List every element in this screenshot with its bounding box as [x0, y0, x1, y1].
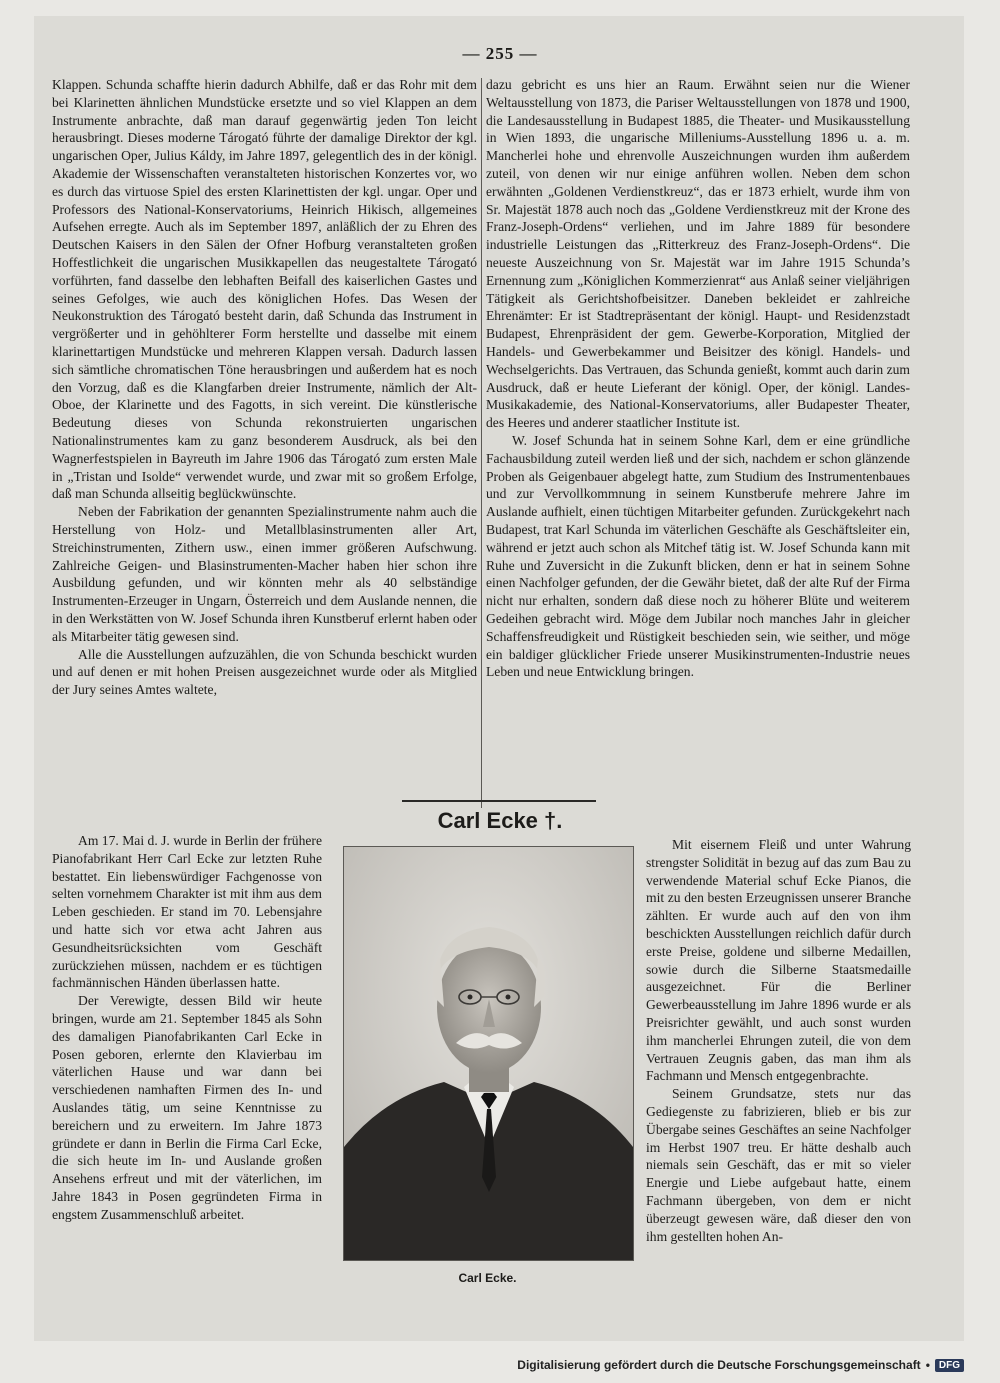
obituary-right-column — [646, 836, 911, 1245]
paragraph: dazu gebricht es uns hier an Raum. Erwähnt seien nur die Wiener Weltausstellung von 1873, die Pariser Weltausstellungen von 1878 und 1900, die Landesausstellung in Budapest 1885, die Theater- und Musikausstellung in Wien 1893, die ungarische Milleniums-Ausstellung 1896 u. a. m. Mancherlei hohe und ehrenvolle Auszeichnungen wurden ihm außerdem zuteil, von denen wir nur einige anführen wollen. Neben dem schon erwähnten „Goldenen Verdienstkreuz“, das er 1873 erhielt, wurde ihm von Sr. Majestät 1878 auch noch das „Goldene Verdienstkreuz mit der Krone des Franz-Joseph-Ordens“ verliehen, und im Jahre 1889 für besondere industrielle Leistungen das „Ritterkreuz des Franz-Joseph-Ordens“. Die neueste Auszeichnung von Sr. Majestät war im Jahre 1915 Schunda’s Ernennung zum „Königlichen Kommerzienrat“ aus Anlaß seiner vieljährigen Tätigkeit als Gerichtshofbeisitzer. Daneben bekleidet er zahlreiche Ehrenämter: Er ist Stadtrepräsentant der königl. Haupt- und Residenzstadt Budapest, Ehrenpräsident der gem. Gewerbe-Korporation, Mitglied der Handels- und Gewerbekammer und Beisitzer des königl. Handels- und Wechselgerichts. Das Vertrauen, das Schunda genießt, kommt auch darin zum Ausdruck, daß er heute Lieferant der königl. Oper, der königl. Landes-Musikakademie, des National-Konservatoriums, aller Budapester Theater, des Heeres und anderer staatlicher Institute ist. — [486, 77, 910, 431]
paragraph: Neben der Fabrikation der genannten Spezialinstrumente nahm auch die Herstellung von Holz- und Metallblasinstrumenten aller Art, Streichinstrumenten, Zithern usw., einen immer größeren Aufschwung. Zahlreiche Geigen- und Blasinstrumenten-Macher haben hier schon ihre Ausbildung gefunden, und wir könnten mehr als 40 selbständige Instrumenten-Erzeuger in Ungarn, Österreich und dem Auslande nennen, die in den Werkstätten von W. Josef Schunda ihren Kunstberuf erlernt haben oder als Mitarbeiter tätig gewesen sind. — [52, 504, 477, 644]
paragraph: Am 17. Mai d. J. wurde in Berlin der frühere Pianofabrikant Herr Carl Ecke zur letzten Ruhe bestattet. Ein liebenswürdiger Fachgenosse von selten vornehmem Charakter ist mit ihm aus dem Leben geschieden. Er stand im 70. Lebensjahre und hatte sich vor etwa acht Jahren aus Gesundheitsrücksichten vom Geschäft zurückziehen müssen, nachdem er es tüchtigen fachmännischen Händen überlassen hatte. — [52, 833, 322, 991]
obituary-left-column — [52, 832, 322, 1224]
photo-caption: Carl Ecke. — [458, 1271, 517, 1285]
paragraph: Der Verewigte, dessen Bild wir heute bringen, wurde am 21. September 1845 als Sohn des damaligen Pianofabrikanten Carl Ecke in Posen geboren, erlernte den Klavierbau im väterlichen Hause und war dann bei verschiedenen namhaften Firmen des In- und Auslandes tätig, um seine Kenntnisse zu bereichern und zu erweitern. Im Jahre 1873 gründete er dann in Berlin die Firma Carl Ecke, die sich heute im In- und Auslande großen Ansehens erfreut und mit der väterlichen, im Jahre 1843 in Posen gegründeten Firma in engstem Zusammenschluß arbeitet. — [52, 993, 322, 1222]
paragraph: Klappen. Schunda schaffte hierin dadurch Abhilfe, daß er das Rohr mit dem bei Klarinetten ähnlichen Mundstücke ersetzte und so viel Klappen an dem Instrumente anbrachte, daß man darauf gegenwärtig jeden Ton leicht herausbringt. Dieses moderne Tárogató führte der damalige Direktor der kgl. ungarischen Oper, Julius Káldy, im Jahre 1897, gelegentlich des in der königl. Akademie der Wissenschaften veranstalteten historischen Konzertes vor, wo es durch das virtuose Spiel des ersten Klarinettisten der kgl. ungar. Oper und Professors des National-Konservatoriums, Heinrich Hikisch, allgemeines Aufsehen erregte. Auch als im September 1897, anläßlich der zu Ehren des Deutschen Kaisers in den Sälen der Ofner Hofburg veranstalteten großen Hoffestlichkeit die ungarischen Musikkapellen das neugestaltete Tárogató vorführten, fand dasselbe den lebhaften Beifall des kaiserlichen Gastes und seines Gefolges, wie auch des königlichen Hofes. Das Wesen der Neukonstruktion des Tárogató besteht darin, daß Schunda das Instrument in vergrößerter und in gehöhlterer Form herstellte und dasselbe mit einem klarinettartigen Mundstücke und mehreren Klappen versah. Dadurch lassen sich sämtliche chromatischen Töne herausbringen und außerdem hat es noch den Vorzug, daß es die Klangfarben dreier Instrumente, nämlich der Alt-Oboe, der Klarinette und des Fagotts, in sich vereint. Die künstlerische Bedeutung dieses von Schunda rekonstruierten ungarischen Nationalinstrumentes kam zu ganz besonderem Ausdruck, als bei den Wagnerfestspielen in Bayreuth im Jahre 1906 das Tárogató zum ersten Male in „Tristan und Isolde“ verwendet wurde, und zwar mit so großem Erfolge, daß man Schunda allseitig beglückwünschte. — [52, 77, 477, 502]
paragraph: W. Josef Schunda hat in seinem Sohne Karl, dem er eine gründliche Fachausbildung zuteil werden ließ und der sich, nachdem er schon glänzende Proben als Geigenbauer abgelegt hatte, zum Studium des Instrumentenbaues und zur Vervollkommnung in seinem Kunstberufe mehrere Jahre im Auslande aufhielt, einen tüchtigen Mitarbeiter gefunden. Zurückgekehrt nach Budapest, trat Karl Schunda im väterlichen Geschäfte als Geschäftsleiter ein, während er jetzt auch schon als Mitchef tätig ist. W. Josef Schunda kann mit Ruhe und Zuversicht in die Zukunft blicken, denn er hat in seinem Sohne einen Nachfolger gefunden, der die Gewähr bietet, daß der alte Ruf der Firma nicht nur erhalten, sondern daß diese noch zu höherer Blüte und weiterem Gedeihen gebracht wird. Möge dem Jubilar noch manches Jahr in gleicher Schaffensfreudigkeit und Rüstigkeit beschieden sein, wie seither, und möge ein baldiger glücklicher Friede unserer Musikinstrumenten-Industrie neues Leben und neue Entwicklung bringen. — [486, 432, 910, 680]
obituary-heading: Carl Ecke †. — [437, 808, 563, 833]
page-number: — 255 — — [462, 44, 538, 63]
footer-text: Digitalisierung gefördert durch die Deutsche Forschungsgemeinschaft — [517, 1358, 921, 1372]
paragraph: Mit eisernem Fleiß und unter Wahrung strengster Solidität in bezug auf das zum Bau zu verwendende Material schuf Ecke Pianos, die mit zu den besten Erzeugnissen unserer Branche zählten. Er wurde auch auf den von ihm beschickten Ausstellungen reichlich dafür durch erste Preise, goldene und silberne Medaillen, sowie durch die Silberne Staatsmedaille ausgezeichnet. Für die Berliner Gewerbeausstellung im Jahre 1896 wurde er als Preisrichter gewählt, und auch sonst wurden ihm mancherlei Ehrungen zuteil, die von dem Vertrauen Zeugnis gaben, das man ihm als Fachmann und Mensch entgegenbrachte. — [646, 837, 911, 1084]
right-column — [486, 76, 910, 681]
left-column — [52, 76, 477, 699]
paragraph: Alle die Ausstellungen aufzuzählen, die von Schunda beschickt wurden und auf denen er mit hohen Preisen ausgezeichnet wurde oder als Mitglied der Jury seines Amtes waltete, — [52, 646, 477, 698]
portrait-illustration — [344, 847, 633, 1260]
column-divider — [481, 78, 482, 808]
dfg-logo-icon: DFG — [935, 1359, 964, 1372]
paragraph: Seinem Grundsatze, stets nur das Gediegenste zu fabrizieren, blieb er bis zur Übergabe seines Geschäftes an seine Nachfolger im Herbst 1907 treu. Er hätte deshalb auch niemals sein Geschäft, das er mit so vieler Energie und Liebe aufgebaut hatte, einem Fachmann übergeben, von dem er nicht überzeugt gewesen wäre, daß dieser den von ihm gestellten hohen An- — [646, 1086, 911, 1244]
section-divider — [402, 800, 596, 802]
portrait-photo — [343, 846, 634, 1261]
footer-separator: • — [925, 1358, 930, 1372]
digitization-footer — [517, 1358, 964, 1372]
